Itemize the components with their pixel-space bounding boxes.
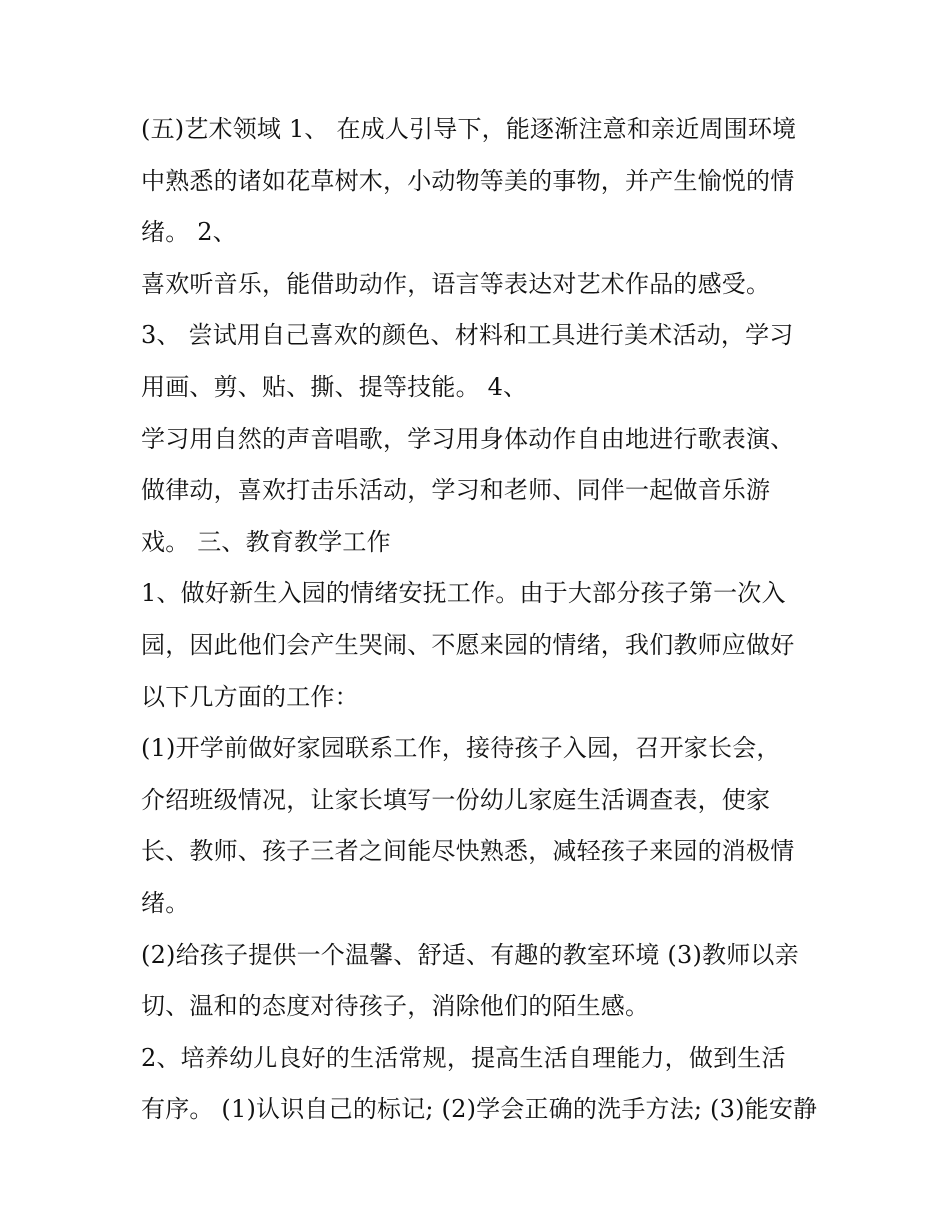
text-line: 园，因此他们会产生哭闹、不愿来园的情绪，我们教师应做好 xyxy=(141,630,795,659)
text-line: 长、教师、孩子三者之间能尽快熟悉，减轻孩子来园的消极情 xyxy=(141,837,795,866)
text-line: 用画、剪、贴、撕、提等技能。 4、 xyxy=(141,372,528,401)
text-line: 绪。 xyxy=(141,888,190,917)
text-line: 有序。 (1)认识自己的标记; (2)学会正确的洗手方法; (3)能安静 xyxy=(141,1095,818,1124)
text-line: 做律动，喜欢打击乐活动，学习和老师、同伴一起做音乐游 xyxy=(141,476,771,505)
text-line: 介绍班级情况，让家长填写一份幼儿家庭生活调查表，使家 xyxy=(141,785,771,814)
text-line: 3、 尝试用自己喜欢的颜色、材料和工具进行美术活动，学习 xyxy=(141,321,794,350)
text-line: 戏。 三、教育教学工作 xyxy=(141,527,391,556)
text-line: 喜欢听音乐，能借助动作，语言等表达对艺术作品的感受。 xyxy=(141,269,771,298)
text-line: (1)开学前做好家园联系工作，接待孩子入园，召开家长会， xyxy=(141,734,781,763)
text-line: 绪。 2、 xyxy=(141,218,237,247)
text-line: (2)给孩子提供一个温馨、舒适、有趣的教室环境 (3)教师以亲 xyxy=(141,940,799,969)
text-line: 切、温和的态度对待孩子，消除他们的陌生感。 xyxy=(141,992,650,1021)
text-line: 以下几方面的工作： xyxy=(141,682,359,711)
text-line: (五)艺术领域 1、 在成人引导下，能逐渐注意和亲近周围环境 xyxy=(141,115,797,143)
text-line: 2、培养幼儿良好的生活常规，提高生活自理能力，做到生活 xyxy=(141,1043,786,1072)
text-line: 中熟悉的诸如花草树木，小动物等美的事物，并产生愉悦的情 xyxy=(141,166,795,195)
document-body xyxy=(141,112,841,1144)
text-line: 学习用自然的声音唱歌，学习用身体动作自由地进行歌表演、 xyxy=(141,424,795,453)
text-line: 1、做好新生入园的情绪安抚工作。由于大部分孩子第一次入 xyxy=(141,579,786,608)
